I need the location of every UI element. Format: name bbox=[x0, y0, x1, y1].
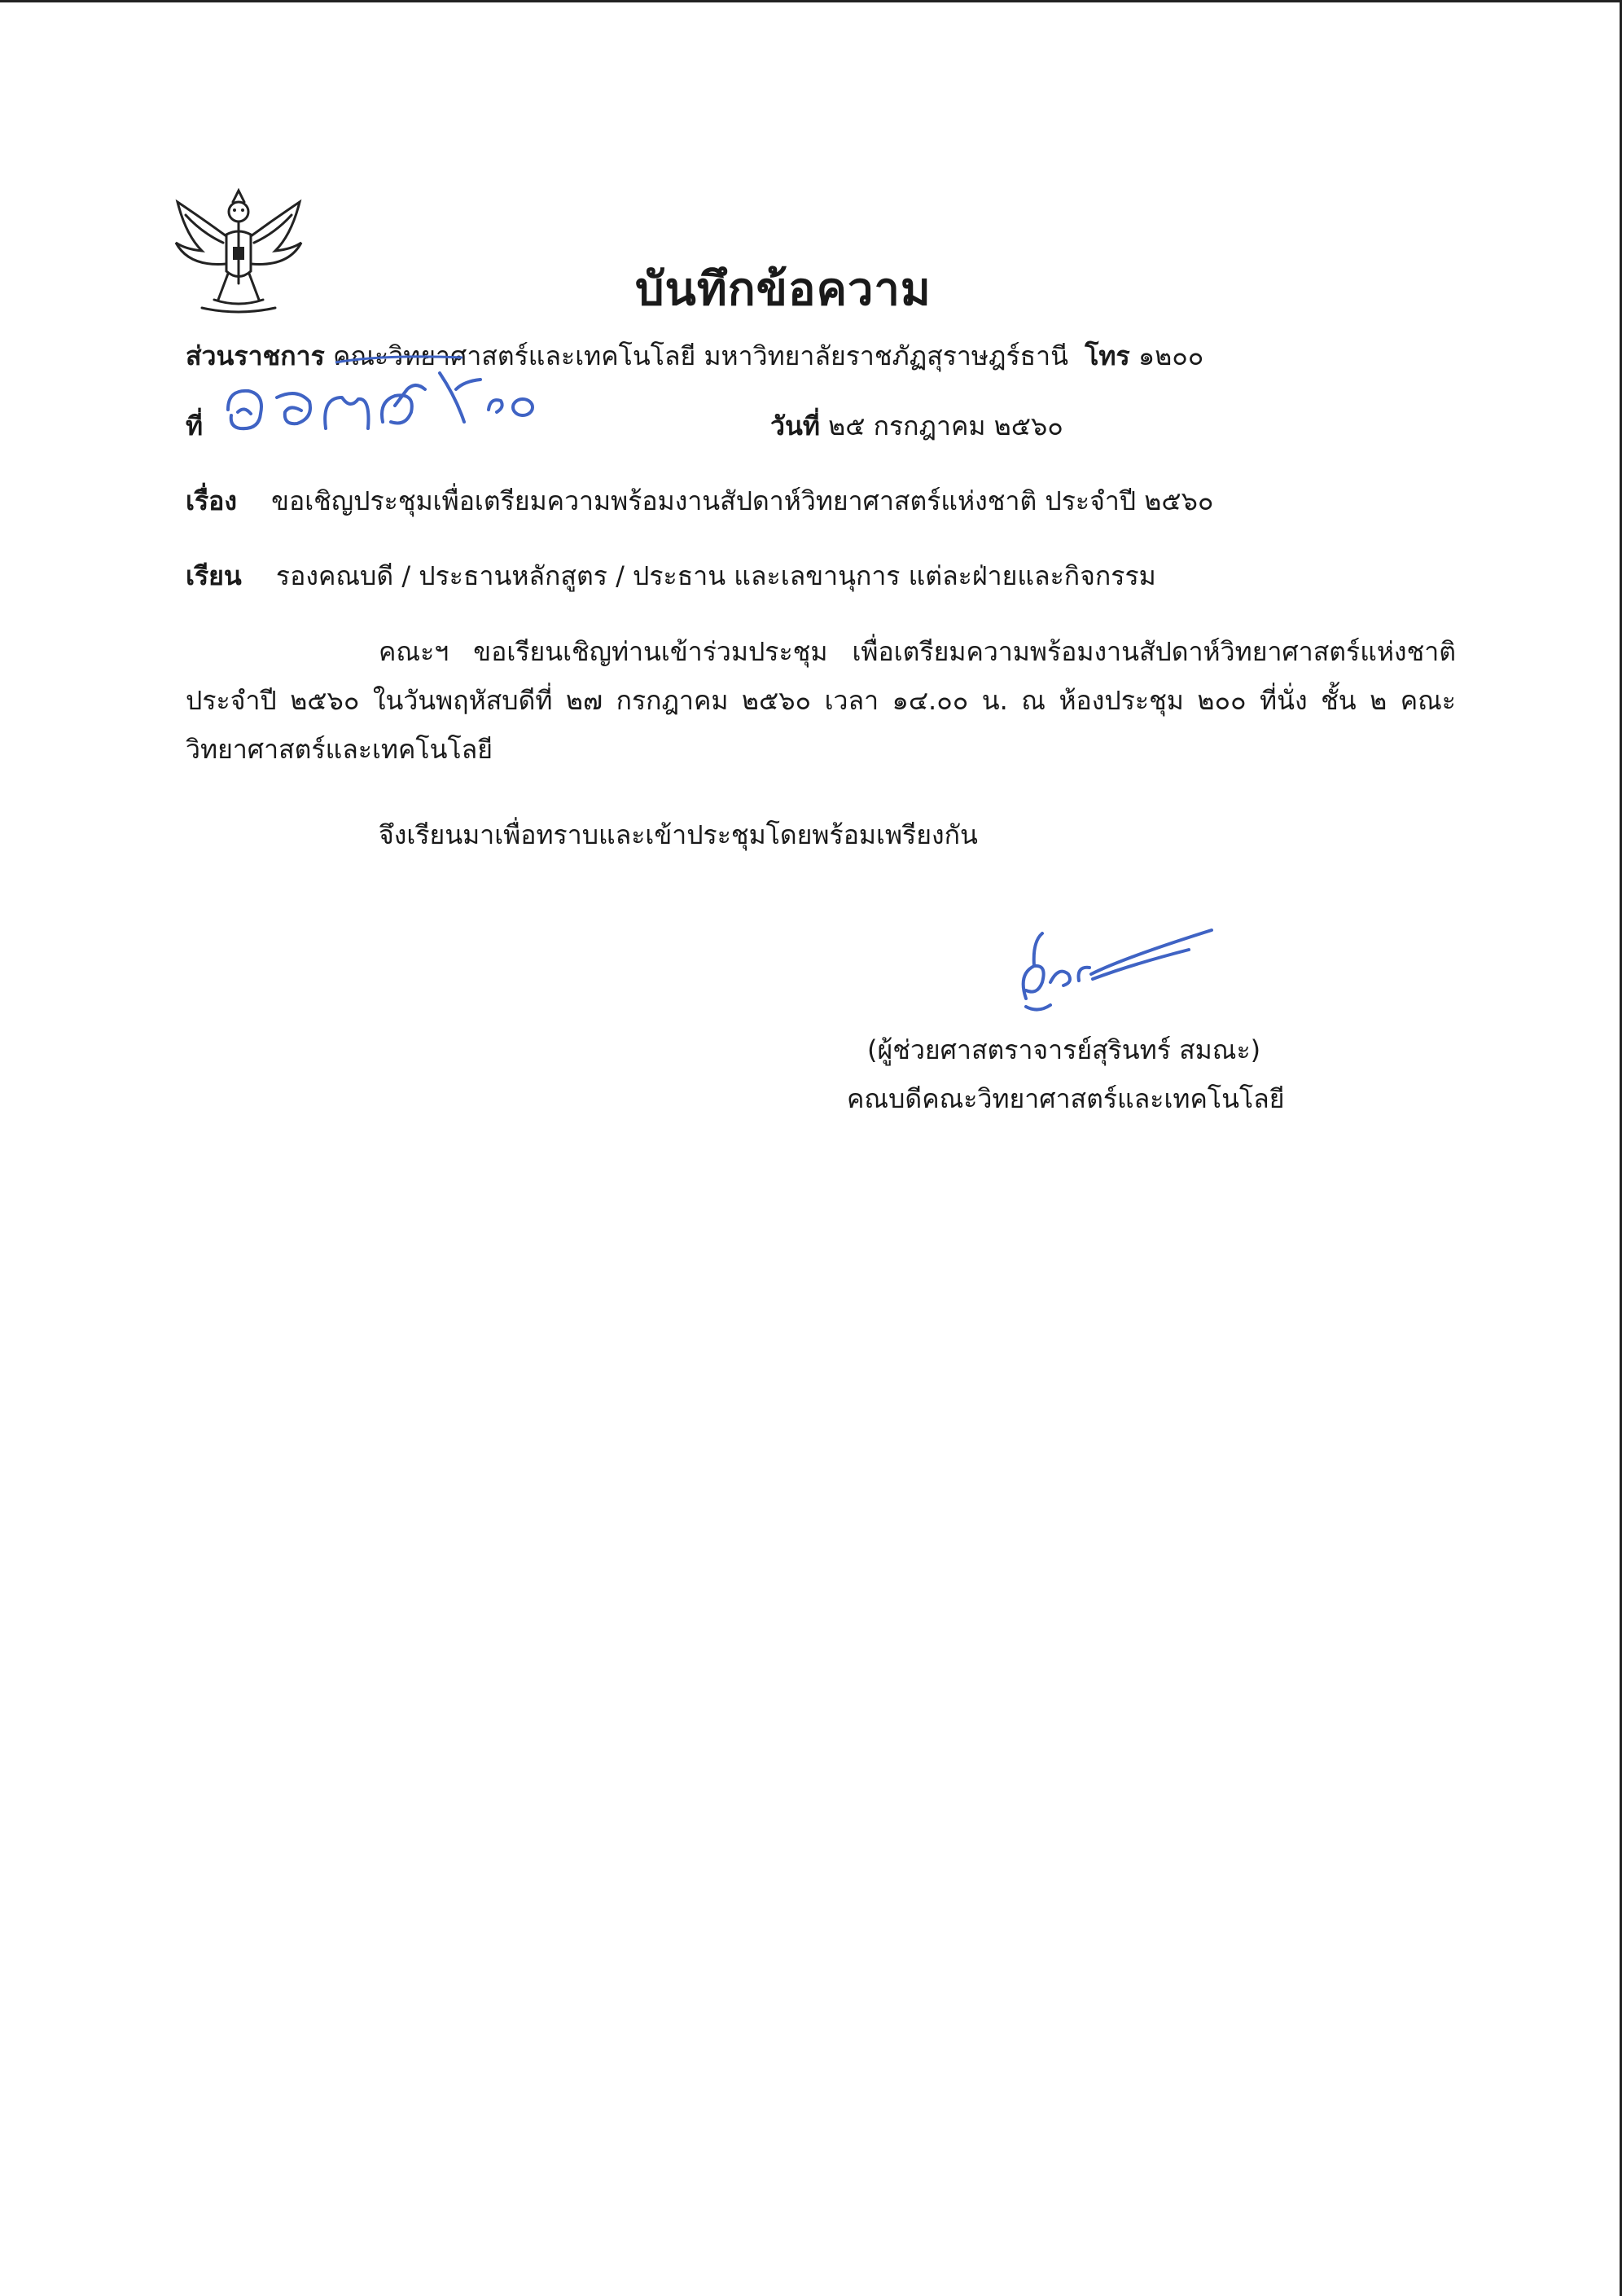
agency-value: คณะวิทยาศาสตร์และเทคโนโลยี มหาวิทยาลัยราชภัฏสุราษฎร์ธานี bbox=[332, 340, 1069, 371]
recipient-value: รองคณบดี / ประธานหลักสูตร / ประธาน และเลขานุการ แต่ละฝ่ายและกิจกรรม bbox=[275, 560, 1156, 591]
signer-name: (ผู้ช่วยศาสตราจารย์สุรินทร์ สมณะ) bbox=[867, 1034, 1261, 1065]
recipient-row bbox=[186, 555, 1156, 597]
document-number-label: ที่ bbox=[186, 410, 204, 441]
subject-label: เรื่อง bbox=[186, 485, 237, 516]
garuda-emblem-icon bbox=[169, 186, 308, 316]
phone-label: โทร bbox=[1085, 340, 1130, 371]
document-number-handwritten bbox=[220, 365, 562, 446]
subject-value: ขอเชิญประชุมเพื่อเตรียมความพร้อมงานสัปดาห์วิทยาศาสตร์แห่งชาติ ประจำปี ๒๕๖๐ bbox=[271, 485, 1214, 516]
agency-label: ส่วนราชการ bbox=[186, 340, 325, 371]
signer-title: คณบดีคณะวิทยาศาสตร์และเทคโนโลยี bbox=[847, 1083, 1285, 1114]
date-label: วันที่ bbox=[770, 410, 820, 441]
closing-line: จึงเรียนมาเพื่อทราบและเข้าประชุมโดยพร้อมเพรียงกัน bbox=[379, 819, 978, 850]
subject-row bbox=[186, 481, 1213, 522]
date-row bbox=[770, 406, 1063, 447]
date-value: ๒๕ กรกฎาคม ๒๕๖๐ bbox=[828, 410, 1063, 441]
page-title: บันทึกข้อความ bbox=[635, 263, 932, 316]
page-border-top bbox=[0, 0, 1622, 2]
document-number-row bbox=[186, 406, 203, 447]
phone-value: ๑๒๐๐ bbox=[1138, 340, 1204, 371]
body-paragraph: คณะฯ ขอเรียนเชิญท่านเข้าร่วมประชุม เพื่อเตรียมความพร้อมงานสัปดาห์วิทยาศาสตร์แห่งชาติ ประจำปี ๒๕๖๐ ในวันพฤหัสบดีที่ ๒๗ กรกฎาคม ๒๕๖๐ เวลา ๑๔.๐๐ น. ณ ห้องประชุม ๒๐๐ ที่นั่ง ชั้น ๒ คณะวิทยาศาสตร์และเทคโนโลยี bbox=[186, 636, 1456, 765]
recipient-label: เรียน bbox=[186, 560, 242, 591]
signature bbox=[1002, 917, 1213, 1015]
